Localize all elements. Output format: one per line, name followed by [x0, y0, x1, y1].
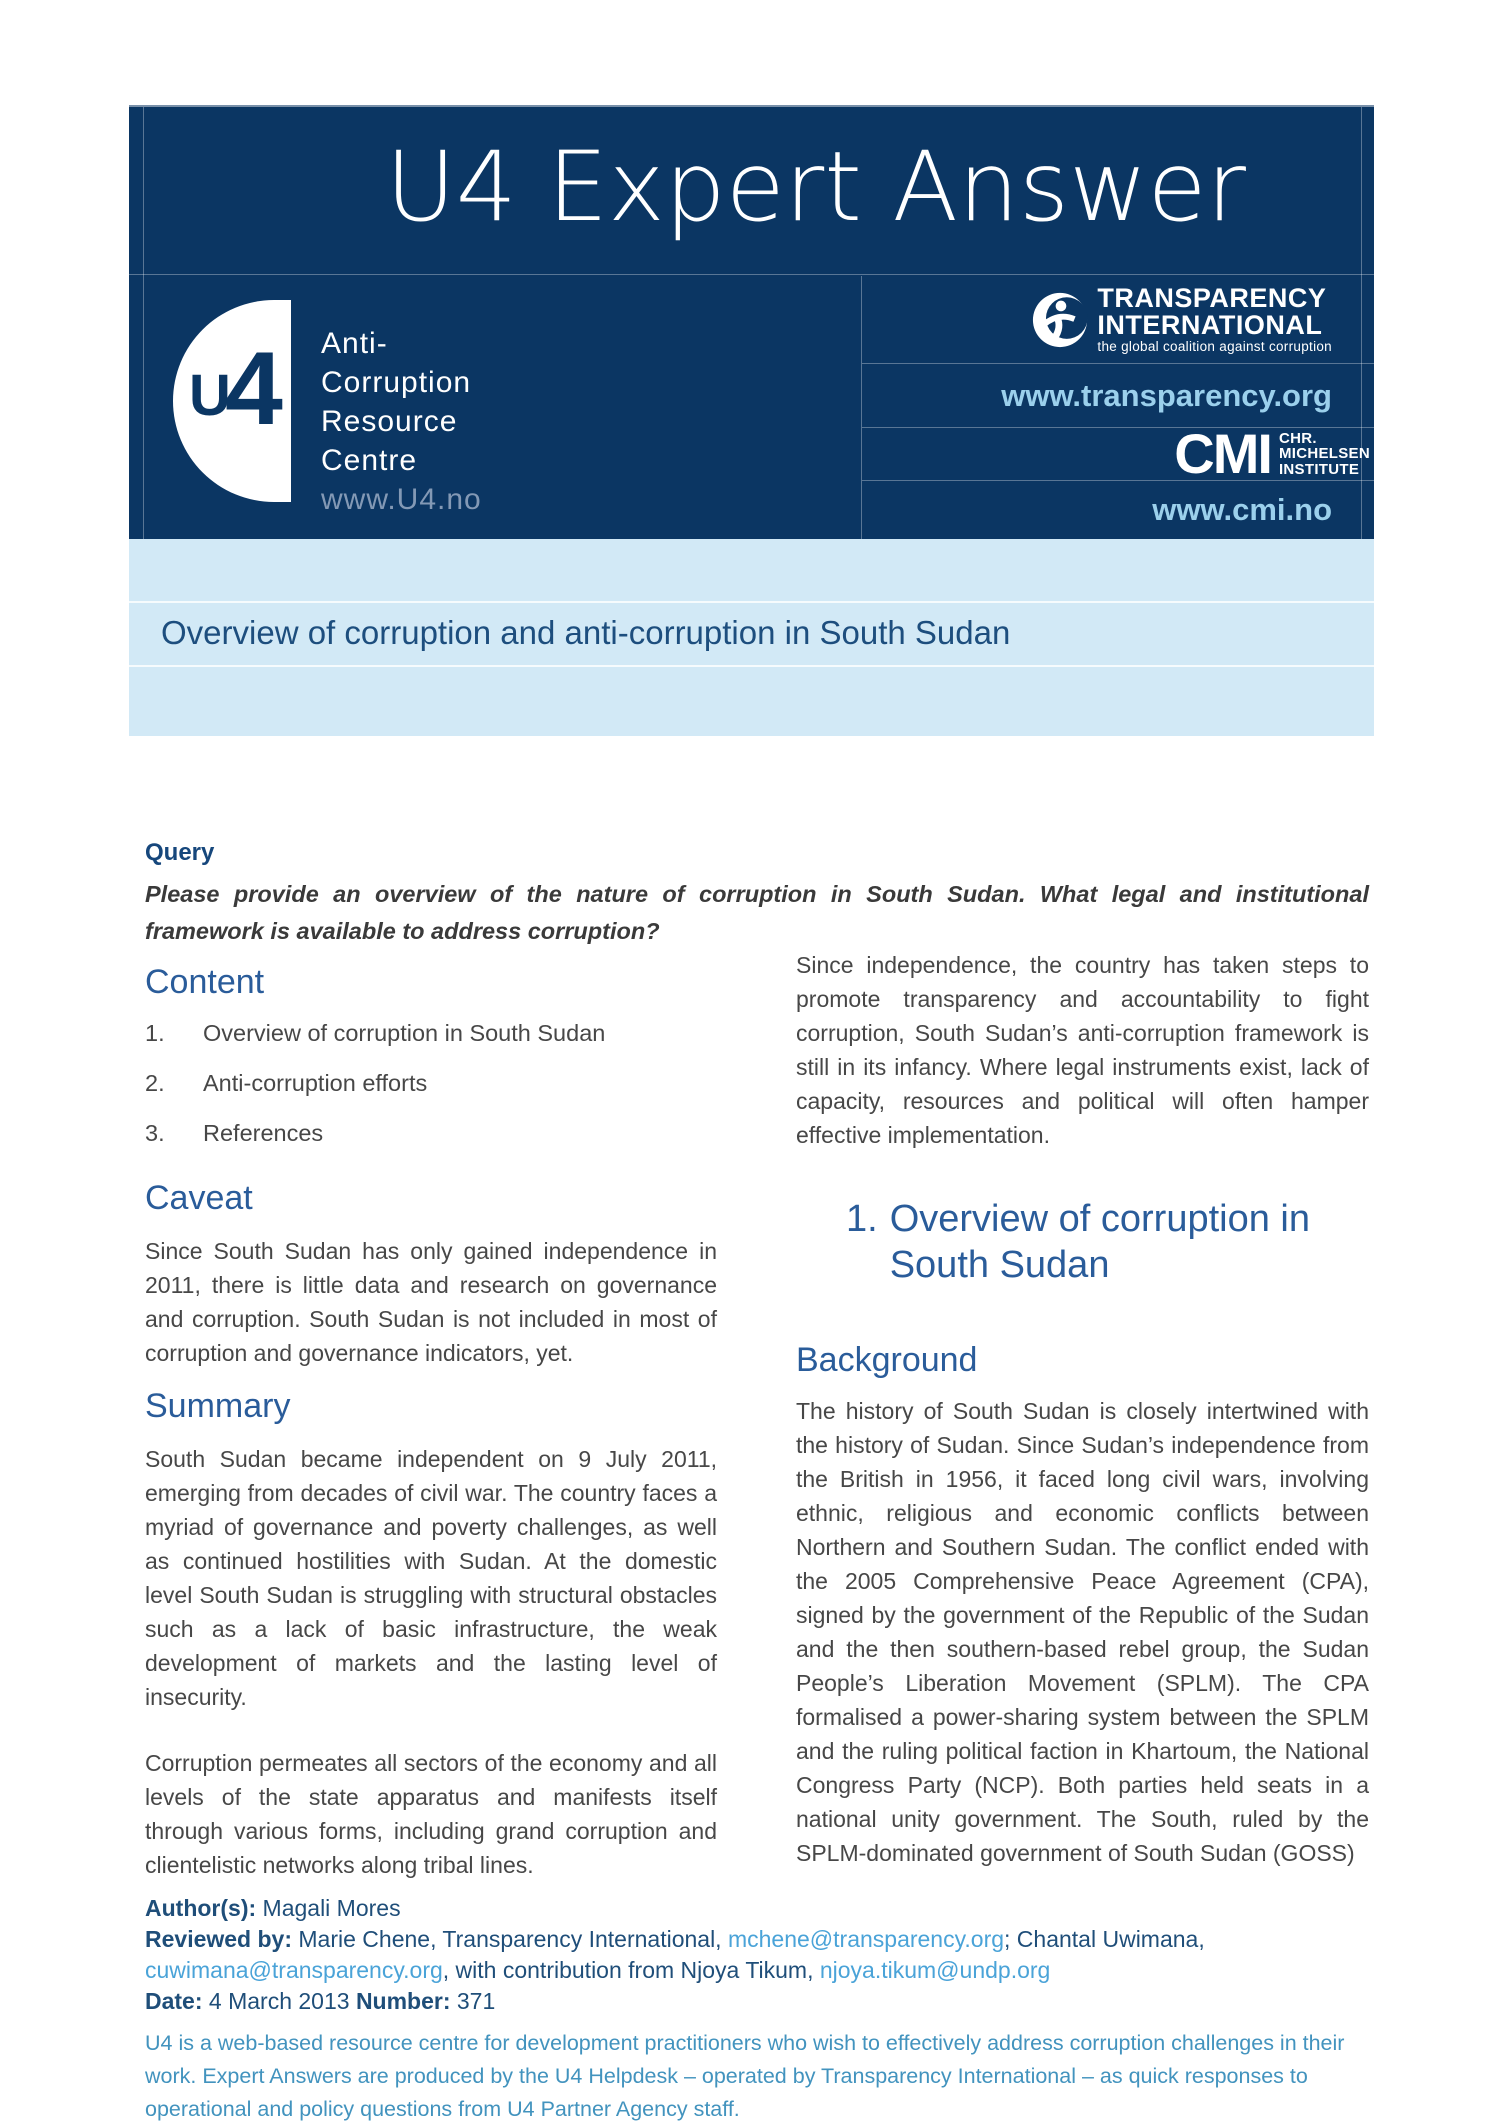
right-column [796, 948, 1369, 1870]
reviewer-names: Marie Chene, Transparency International, [292, 1926, 728, 1952]
intro-paragraph: Since independence, the country has taken steps to promote transparency and accountability to fight corruption, South Sudan’s anti-corruption framework is still in its infancy. Where legal instruments exist, lack of capacity, resources and political will often hamper effective implementation. [796, 952, 1369, 1148]
toc-item-number: 1. [145, 1020, 165, 1046]
section-1-number: 1. [846, 1198, 878, 1240]
toc-item [145, 1116, 717, 1150]
u4-monogram-4: 4 [225, 331, 283, 447]
header-banner [129, 105, 1374, 539]
caveat-paragraph: Since South Sudan has only gained independence in 2011, there is little data and research on governance and corruption. South Sudan is not included in most of corruption and governance indicators, yet. [145, 1238, 717, 1366]
author-label: Author(s): [145, 1895, 257, 1921]
reviewed-line [145, 1924, 1374, 1955]
toc-item-label: Overview of corruption in South Sudan [203, 1020, 606, 1046]
date-number-line [145, 1986, 1374, 2017]
caveat-heading: Caveat [145, 1179, 253, 1217]
footer-credits [145, 1893, 1374, 2126]
transparency-website-link[interactable]: www.transparency.org [1001, 377, 1332, 413]
document-title-band [129, 539, 1374, 736]
date-label: Date: [145, 1988, 203, 2014]
contributor-email-link[interactable]: njoya.tikum@undp.org [819, 1957, 1051, 1983]
document-title: Overview of corruption and anti-corruption in South Sudan [161, 614, 1011, 651]
contribution-text: , with contribution from Njoya Tikum, [442, 1957, 820, 1983]
transparency-url-row [862, 364, 1374, 428]
reviewer-email-link[interactable]: mchene@transparency.org [727, 1926, 1005, 1952]
u4-logo [173, 298, 833, 516]
query-text: Please provide an overview of the nature of corruption in South Sudan. What legal and institutional framework is available to address corruption? [145, 881, 1369, 944]
toc-item-label: Anti-corruption efforts [203, 1070, 428, 1096]
query-heading: Query [145, 839, 215, 866]
summary-paragraph-2: Corruption permeates all sectors of the economy and all levels of the state apparatus and manifests itself through various forms, including grand corruption and clientelistic networks along tribal lines. [145, 1750, 717, 1878]
toc-item-number: 3. [145, 1120, 165, 1146]
ti-wordmark [1097, 282, 1332, 355]
u4-logo-line: Centre [321, 444, 418, 477]
partner-logos [862, 276, 1374, 541]
u4-logo-line: Resource [321, 405, 458, 438]
section-1-title: Overview of corruption in South Sudan [889, 1198, 1310, 1286]
section-1-heading [846, 1196, 1369, 1288]
title-band-rule-bottom [129, 665, 1374, 667]
u4-logo-line: Corruption [321, 366, 472, 399]
summary-heading: Summary [145, 1387, 291, 1425]
cmi-abbr: CMI [1174, 422, 1271, 485]
date-value: 4 March 2013 [202, 1988, 356, 2014]
cmi-name [1279, 431, 1370, 478]
header-logo-band [129, 276, 1374, 541]
cmi-website-link[interactable]: www.cmi.no [1152, 492, 1332, 527]
author-line [145, 1893, 1374, 1924]
content-heading: Content [145, 963, 265, 1001]
toc-item [145, 1016, 717, 1050]
cmi-name-line: MICHELSEN [1278, 445, 1370, 463]
author-name: Magali Mores [256, 1895, 401, 1921]
ti-name-line: TRANSPARENCY [1097, 282, 1327, 313]
reviewer-names-2: ; Chantal Uwimana, [1004, 1926, 1205, 1952]
ti-name-line: INTERNATIONAL [1097, 309, 1323, 340]
cmi-logo [862, 422, 1374, 485]
u4-monogram-u: U [189, 363, 231, 428]
header-title-band [129, 107, 1374, 275]
cmi-name-line: CHR. [1278, 429, 1317, 447]
background-paragraph: The history of South Sudan is closely intertwined with the history of Sudan. Since Sudan’s independence from the British in 1956, it faced long civil wars, involving ethnic, religious and economic conflicts between Northern and Southern Sudan. The conflict ended with the 2005 Comprehensive Peace Agreement (CPA), signed by the government of the Republic of the Sudan and the then southern-based rebel group, the Sudan People’s Liberation Movement (SPLM). The CPA formalised a power-sharing system between the SPLM and the ruling political faction in Khartoum, the National Congress Party (NCP). Both parties held seats in a national unity government. The South, ruled by the SPLM-dominated government of South Sudan (GOSS) [796, 1398, 1369, 1866]
ti-tagline: the global coalition against corruption [1097, 338, 1332, 354]
ti-globe-icon [1031, 291, 1089, 349]
toc-item-label: References [203, 1120, 324, 1146]
number-label: Number: [355, 1988, 451, 2014]
transparency-international-logo [862, 276, 1374, 364]
title-band-rule-top [129, 601, 1374, 603]
u4-halfmoon-icon [173, 300, 297, 502]
background-heading: Background [796, 1341, 978, 1379]
number-value: 371 [450, 1988, 496, 2014]
u4-logo-text [321, 324, 482, 519]
summary-paragraph-1: South Sudan became independent on 9 July 2011, emerging from decades of civil war. The country faces a myriad of governance and poverty challenges, as well as continued hostilities with Sudan. At the domestic level South Sudan is struggling with structural obstacles such as a lack of basic infrastructure, the weak development of markets and the lasting level of insecurity. [145, 1446, 717, 1710]
toc-item [145, 1066, 717, 1100]
page-title: U4 Expert Answer [385, 131, 1246, 243]
u4-about-text: U4 is a web-based resource centre for development practitioners who wish to effectively address corruption challenges in their work. Expert Answers are produced by the U4 Helpdesk – operated by Transparency International – as quick responses to operational and policy questions from U4 Partner Agency staff. [145, 2031, 1345, 2121]
reviewed-label: Reviewed by: [145, 1926, 292, 1952]
left-column [145, 962, 717, 1882]
query-section [145, 838, 1369, 950]
toc-item-number: 2. [145, 1070, 165, 1096]
contribution-line [145, 1955, 1374, 1986]
cmi-name-line: INSTITUTE [1278, 460, 1360, 478]
u4-website-link[interactable]: www.U4.no [321, 483, 482, 516]
cmi-url-row [862, 481, 1374, 539]
u4-logo-line: Anti- [321, 327, 388, 360]
reviewer-email-link-2[interactable]: cuwimana@transparency.org [145, 1957, 443, 1983]
